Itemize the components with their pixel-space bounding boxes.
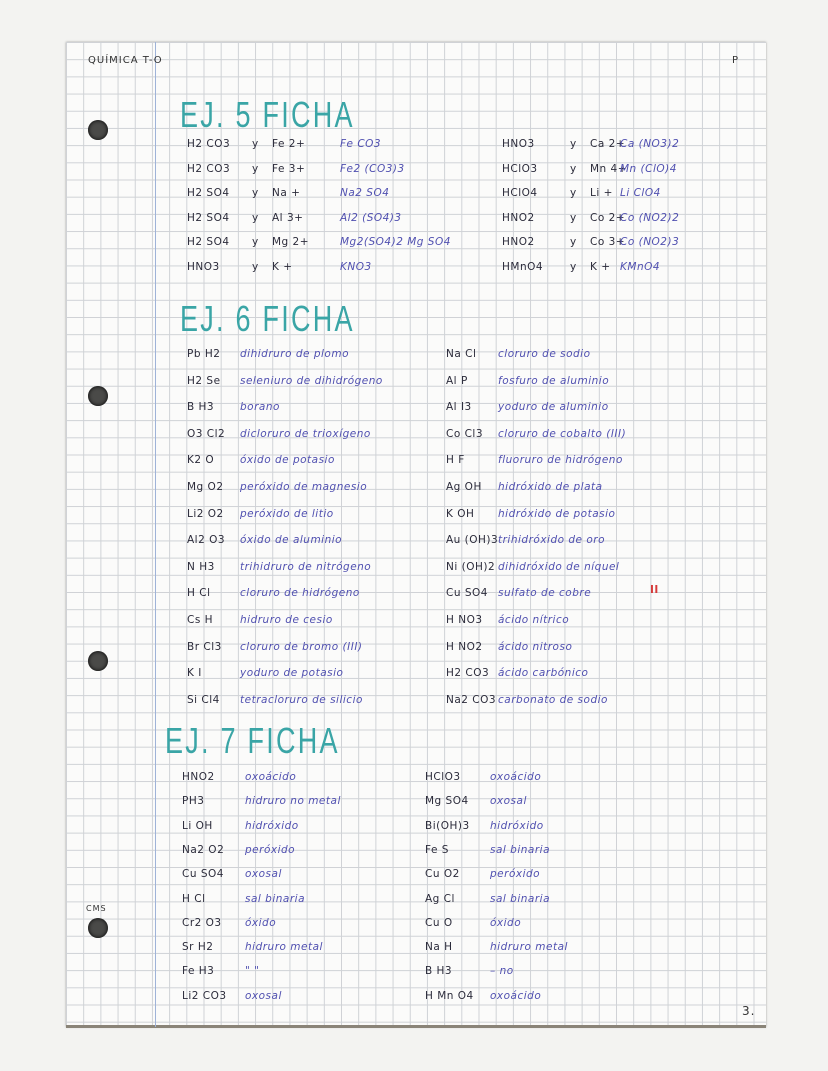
ej6-name: dihidruro de plomo bbox=[240, 348, 349, 360]
ej7-type: " " bbox=[245, 965, 260, 978]
ej5-result: Li ClO4 bbox=[620, 187, 661, 199]
ej7-formula: Cu O2 bbox=[425, 868, 460, 881]
ej6-formula: K2 O bbox=[187, 454, 215, 467]
ej7-formula: Cu SO4 bbox=[182, 868, 224, 881]
ej5-connector: y bbox=[570, 236, 577, 248]
ej7-formula: PH3 bbox=[182, 795, 205, 808]
ej7-formula: Ag Cl bbox=[425, 892, 455, 905]
ej6-formula: H2 CO3 bbox=[446, 667, 490, 680]
ej6-formula: Li2 O2 bbox=[187, 507, 224, 520]
ej6-formula: H NO2 bbox=[446, 640, 483, 653]
ej7-type: óxido bbox=[490, 916, 522, 929]
ej5-ion: K + bbox=[272, 260, 293, 273]
ej5-result: Na2 SO4 bbox=[340, 187, 390, 199]
ej6-formula: H F bbox=[446, 454, 465, 467]
ej7-type: peróxido bbox=[245, 843, 296, 856]
ej6-formula: K I bbox=[187, 667, 202, 680]
ej6-formula: O3 Cl2 bbox=[187, 427, 226, 440]
ej5-result: Fe2 (CO3)3 bbox=[340, 162, 405, 175]
ej5-connector: y bbox=[570, 187, 577, 199]
ej7-title: EJ. 7 FICHA bbox=[165, 720, 340, 761]
ej5-connector: y bbox=[252, 260, 259, 273]
ej6-name: hidróxido de potasio bbox=[498, 507, 616, 520]
binder-hole bbox=[88, 918, 108, 938]
ej7-formula: Na2 O2 bbox=[182, 843, 225, 856]
ej6-name: sulfato de cobre bbox=[498, 587, 592, 600]
ej5-connector: y bbox=[570, 162, 577, 175]
ej6-name: cloruro de bromo (III) bbox=[240, 640, 363, 653]
ej6-formula: B H3 bbox=[187, 401, 215, 414]
ej6-name: yoduro de aluminio bbox=[498, 401, 609, 414]
ej7-type: oxoácido bbox=[245, 771, 297, 783]
ej7-type: – no bbox=[490, 965, 514, 978]
ej5-ion: Li + bbox=[590, 187, 613, 199]
ej6-title: EJ. 6 FICHA bbox=[180, 298, 355, 339]
ej5-ion: Fe 2+ bbox=[272, 138, 306, 150]
ej5-result: KMnO4 bbox=[620, 260, 661, 273]
ej6-formula: Al I3 bbox=[446, 401, 472, 414]
ej5-title: EJ. 5 FICHA bbox=[180, 94, 355, 135]
ej7-type: hidróxido bbox=[490, 819, 544, 832]
ej6-formula: N H3 bbox=[187, 560, 215, 573]
ej6-name: peróxido de magnesio bbox=[240, 481, 368, 493]
ej5-acid: H2 SO4 bbox=[187, 187, 230, 199]
ej5-acid: HNO3 bbox=[502, 138, 535, 150]
ej6-formula: Ni (OH)2 bbox=[446, 560, 496, 573]
ej7-type: sal binaria bbox=[490, 843, 550, 856]
ej5-acid: H2 SO4 bbox=[187, 236, 230, 248]
ej5-ion: Mn 4+ bbox=[590, 162, 628, 175]
ej6-formula: Na Cl bbox=[446, 348, 477, 360]
ej5-connector: y bbox=[570, 260, 577, 273]
ej5-acid: H2 CO3 bbox=[187, 162, 231, 175]
ej7-formula: H Mn O4 bbox=[425, 989, 474, 1002]
ej7-formula: Sr H2 bbox=[182, 941, 214, 954]
ej6-formula: Al2 O3 bbox=[187, 534, 226, 547]
ej6-name: cloruro de hidrógeno bbox=[240, 587, 360, 600]
ej7-formula: Cu O bbox=[425, 916, 453, 929]
ej7-type: peróxido bbox=[490, 868, 541, 881]
ej6-formula: Br Cl3 bbox=[187, 640, 222, 653]
ej5-result: Fe CO3 bbox=[340, 138, 382, 150]
ej7-type: hidróxido bbox=[245, 819, 299, 832]
ej5-connector: y bbox=[570, 138, 577, 150]
ej7-type: oxoácido bbox=[490, 771, 542, 783]
ej5-ion: Al 3+ bbox=[272, 211, 304, 224]
ej7-formula: Cr2 O3 bbox=[182, 916, 222, 929]
ej6-formula: K OH bbox=[446, 507, 475, 520]
ej7-type: oxosal bbox=[245, 989, 282, 1002]
ej5-result: KNO3 bbox=[340, 260, 372, 273]
ej5-result: Ca (NO3)2 bbox=[620, 138, 680, 150]
ej5-ion: Ca 2+ bbox=[590, 138, 626, 150]
ej5-ion: Fe 3+ bbox=[272, 162, 306, 175]
red-roman-mark: II bbox=[650, 584, 659, 596]
ej5-ion: Co 3+ bbox=[590, 236, 626, 248]
ej7-formula: Li2 CO3 bbox=[182, 989, 227, 1002]
ej5-result: Al2 (SO4)3 bbox=[340, 211, 402, 224]
ej6-formula: H2 Se bbox=[187, 374, 221, 387]
ej7-type: óxido bbox=[245, 916, 277, 929]
ej6-name: trihidruro de nitrógeno bbox=[240, 560, 372, 573]
ej5-connector: y bbox=[252, 162, 259, 175]
ej6-name: hidróxido de plata bbox=[498, 481, 603, 493]
ej7-formula: Li OH bbox=[182, 819, 213, 832]
ej5-result: Co (NO2)3 bbox=[620, 236, 680, 248]
ej7-type: sal binaria bbox=[245, 892, 305, 905]
ej5-result: Mn (ClO)4 bbox=[620, 162, 677, 175]
ej6-formula: Co Cl3 bbox=[446, 427, 484, 440]
ej6-name: borano bbox=[240, 401, 280, 414]
ej5-ion: Na + bbox=[272, 187, 301, 199]
ej6-name: fosfuro de aluminio bbox=[498, 374, 610, 387]
ej6-name: hidruro de cesio bbox=[240, 614, 333, 626]
ej5-acid: HNO2 bbox=[502, 236, 535, 248]
ej7-type: hidruro no metal bbox=[245, 795, 341, 808]
ej6-formula: Mg O2 bbox=[187, 481, 224, 493]
ej6-name: yoduro de potasio bbox=[240, 667, 344, 680]
ej5-connector: y bbox=[252, 211, 259, 224]
ej7-formula: B H3 bbox=[425, 965, 453, 978]
ej5-acid: HNO3 bbox=[187, 260, 220, 273]
notebook-page bbox=[66, 42, 766, 1027]
ej6-name: cloruro de cobalto (III) bbox=[498, 427, 627, 440]
ej5-connector: y bbox=[570, 211, 577, 224]
ej6-formula: Au (OH)3 bbox=[446, 534, 499, 547]
ej6-formula: Pb H2 bbox=[187, 348, 221, 360]
ej7-type: hidruro metal bbox=[490, 941, 568, 954]
ej6-formula: Na2 CO3 bbox=[446, 693, 497, 706]
ej5-acid: H2 SO4 bbox=[187, 211, 230, 224]
page-edge bbox=[66, 1025, 766, 1028]
initials: CMS bbox=[86, 904, 107, 913]
ej5-connector: y bbox=[252, 138, 259, 150]
ej7-type: hidruro metal bbox=[245, 941, 323, 954]
ej6-name: dihidróxido de níquel bbox=[498, 560, 620, 573]
margin-line bbox=[155, 42, 156, 1027]
ej6-name: tetracloruro de silicio bbox=[240, 693, 363, 706]
ej5-acid: HClO4 bbox=[502, 187, 538, 199]
ej6-name: peróxido de litio bbox=[240, 507, 334, 520]
ej7-type: oxoácido bbox=[490, 989, 542, 1002]
ej6-name: seleniuro de dihidrógeno bbox=[240, 374, 383, 387]
ej7-formula: Mg SO4 bbox=[425, 795, 469, 808]
binder-hole bbox=[88, 120, 108, 140]
ej7-formula: HClO3 bbox=[425, 771, 461, 783]
ej7-formula: Bi(OH)3 bbox=[425, 819, 470, 832]
ej5-acid: HClO3 bbox=[502, 162, 538, 175]
ej7-type: oxosal bbox=[490, 795, 527, 808]
corner-mark: P bbox=[732, 55, 740, 66]
ej6-formula: Cs H bbox=[187, 614, 214, 626]
ej5-acid: H2 CO3 bbox=[187, 138, 231, 150]
subject-header: QUÍMICA T-O bbox=[88, 55, 163, 66]
ej6-name: dicloruro de trioxígeno bbox=[240, 427, 371, 440]
ej6-formula: Al P bbox=[446, 374, 468, 387]
ej5-acid: HMnO4 bbox=[502, 260, 544, 273]
page-number: 3. bbox=[742, 1004, 756, 1018]
ej7-formula: Fe H3 bbox=[182, 965, 215, 978]
ej6-name: ácido nítrico bbox=[498, 614, 570, 626]
ej7-formula: Na H bbox=[425, 941, 453, 954]
ej6-name: óxido de potasio bbox=[240, 454, 335, 467]
ej6-name: cloruro de sodio bbox=[498, 348, 591, 360]
ej5-connector: y bbox=[252, 187, 259, 199]
ej6-name: óxido de aluminio bbox=[240, 534, 343, 547]
ej6-name: ácido carbónico bbox=[498, 667, 589, 680]
ej6-name: carbonato de sodio bbox=[498, 693, 608, 706]
ej5-result: Co (NO2)2 bbox=[620, 211, 680, 224]
ej6-name: trihidróxido de oro bbox=[498, 534, 606, 547]
binder-hole bbox=[88, 651, 108, 671]
ej6-name: ácido nitroso bbox=[498, 640, 573, 653]
ej5-ion: Co 2+ bbox=[590, 211, 626, 224]
ej7-formula: Fe S bbox=[425, 843, 449, 856]
ej5-ion: K + bbox=[590, 260, 611, 273]
ej6-name: fluoruro de hidrógeno bbox=[498, 454, 623, 467]
ej7-type: oxosal bbox=[245, 868, 282, 881]
ej7-formula: HNO2 bbox=[182, 771, 215, 783]
ej6-formula: H NO3 bbox=[446, 614, 483, 626]
ej6-formula: H Cl bbox=[187, 587, 211, 600]
ej7-formula: H Cl bbox=[182, 892, 206, 905]
binder-hole bbox=[88, 386, 108, 406]
ej7-type: sal binaria bbox=[490, 892, 550, 905]
ej5-result: Mg2(SO4)2 Mg SO4 bbox=[340, 236, 451, 248]
ej5-acid: HNO2 bbox=[502, 211, 535, 224]
ej5-connector: y bbox=[252, 236, 259, 248]
ej6-formula: Cu SO4 bbox=[446, 587, 488, 600]
ej5-ion: Mg 2+ bbox=[272, 236, 310, 248]
ej6-formula: Si Cl4 bbox=[187, 693, 220, 706]
ej6-formula: Ag OH bbox=[446, 481, 482, 493]
